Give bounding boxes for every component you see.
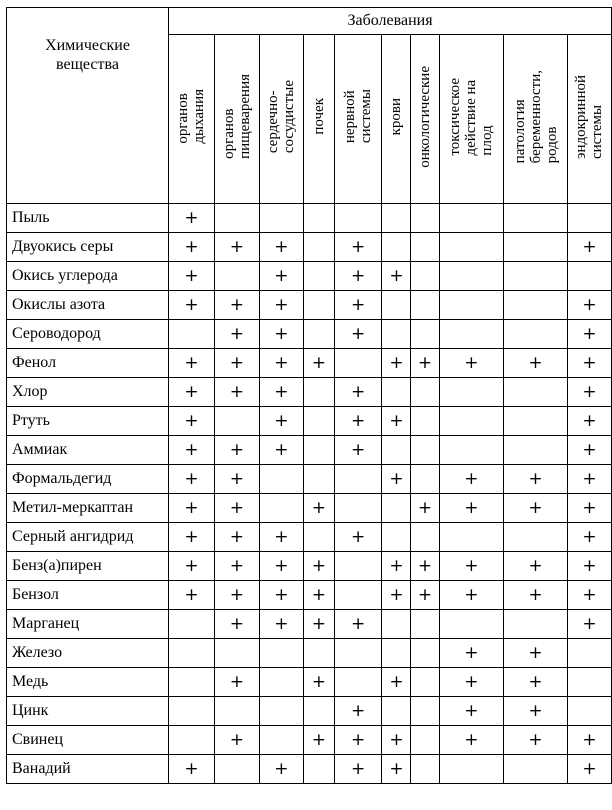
mark-cell: + (259, 436, 303, 465)
substance-name: Фенол (7, 349, 169, 378)
mark-cell: + (334, 320, 382, 349)
mark-cell: + (439, 697, 504, 726)
mark-cell: + (439, 726, 504, 755)
mark-cell (259, 639, 303, 668)
mark-cell: + (169, 552, 215, 581)
mark-cell (382, 610, 411, 639)
mark-cell: + (334, 291, 382, 320)
substance-name: Сероводород (7, 320, 169, 349)
mark-cell: + (169, 465, 215, 494)
mark-cell: + (169, 494, 215, 523)
mark-cell (334, 668, 382, 697)
mark-cell: + (259, 581, 303, 610)
mark-cell: + (259, 523, 303, 552)
mark-cell (411, 465, 439, 494)
mark-cell (214, 262, 259, 291)
mark-cell (303, 523, 334, 552)
mark-cell: + (303, 552, 334, 581)
mark-cell (169, 610, 215, 639)
table-row (7, 726, 612, 755)
mark-cell (303, 378, 334, 407)
mark-cell: + (259, 262, 303, 291)
substance-name: Серный ангидрид (7, 523, 169, 552)
table-row (7, 320, 612, 349)
mark-cell (439, 291, 504, 320)
mark-cell (439, 378, 504, 407)
column-header (439, 35, 504, 204)
mark-cell: + (567, 407, 611, 436)
column-header-label: органов пищеварения (220, 74, 253, 159)
corner-label-line1: Химические (45, 37, 130, 54)
mark-cell (334, 494, 382, 523)
mark-cell: + (567, 291, 611, 320)
mark-cell (334, 639, 382, 668)
table-body (7, 204, 612, 784)
table-row (7, 668, 612, 697)
mark-cell: + (567, 726, 611, 755)
mark-cell (504, 610, 568, 639)
mark-cell (382, 697, 411, 726)
mark-cell: + (303, 494, 334, 523)
substance-name: Бенз(а)пирен (7, 552, 169, 581)
mark-cell: + (169, 755, 215, 784)
mark-cell: + (382, 726, 411, 755)
mark-cell (439, 523, 504, 552)
mark-cell: + (214, 233, 259, 262)
mark-cell: + (169, 233, 215, 262)
mark-cell: + (439, 639, 504, 668)
mark-cell: + (567, 233, 611, 262)
mark-cell: + (214, 523, 259, 552)
mark-cell: + (382, 407, 411, 436)
substance-name: Хлор (7, 378, 169, 407)
mark-cell (382, 233, 411, 262)
mark-cell: + (334, 726, 382, 755)
group-header-row (7, 8, 612, 35)
column-header-label: нервной системы (342, 89, 375, 144)
mark-cell (411, 755, 439, 784)
mark-cell (169, 726, 215, 755)
mark-cell: + (214, 349, 259, 378)
mark-cell: + (214, 552, 259, 581)
mark-cell: + (169, 407, 215, 436)
substance-name: Пыль (7, 204, 169, 233)
mark-cell: + (382, 552, 411, 581)
mark-cell: + (259, 610, 303, 639)
mark-cell (303, 320, 334, 349)
mark-cell (334, 552, 382, 581)
mark-cell: + (214, 291, 259, 320)
mark-cell (411, 233, 439, 262)
mark-cell: + (567, 465, 611, 494)
mark-cell (334, 349, 382, 378)
table-row (7, 436, 612, 465)
diseases-table (6, 7, 612, 784)
mark-cell: + (169, 581, 215, 610)
column-header (382, 35, 411, 204)
mark-cell: + (411, 552, 439, 581)
mark-cell: + (214, 668, 259, 697)
mark-cell: + (504, 697, 568, 726)
substance-name: Окислы азота (7, 291, 169, 320)
mark-cell: + (334, 755, 382, 784)
substance-name: Ртуть (7, 407, 169, 436)
substance-name: Двуокись серы (7, 233, 169, 262)
substance-name: Свинец (7, 726, 169, 755)
mark-cell (259, 726, 303, 755)
mark-cell (214, 697, 259, 726)
mark-cell (214, 407, 259, 436)
mark-cell: + (504, 726, 568, 755)
column-header (504, 35, 568, 204)
mark-cell: + (439, 668, 504, 697)
mark-cell: + (504, 581, 568, 610)
mark-cell: + (334, 262, 382, 291)
mark-cell: + (439, 494, 504, 523)
mark-cell: + (567, 378, 611, 407)
mark-cell (303, 465, 334, 494)
mark-cell (169, 697, 215, 726)
column-header (214, 35, 259, 204)
mark-cell: + (382, 668, 411, 697)
mark-cell (411, 407, 439, 436)
mark-cell (411, 697, 439, 726)
substance-name: Медь (7, 668, 169, 697)
mark-cell (303, 697, 334, 726)
mark-cell: + (214, 436, 259, 465)
mark-cell (504, 320, 568, 349)
mark-cell (214, 755, 259, 784)
mark-cell (567, 639, 611, 668)
mark-cell (504, 233, 568, 262)
mark-cell: + (259, 407, 303, 436)
mark-cell: + (259, 378, 303, 407)
substance-name: Марганец (7, 610, 169, 639)
mark-cell: + (382, 465, 411, 494)
mark-cell: + (567, 349, 611, 378)
mark-cell: + (382, 262, 411, 291)
mark-cell (214, 639, 259, 668)
table-row (7, 523, 612, 552)
mark-cell: + (214, 726, 259, 755)
mark-cell: + (334, 697, 382, 726)
mark-cell: + (504, 465, 568, 494)
mark-cell (439, 320, 504, 349)
mark-cell (567, 204, 611, 233)
mark-cell (439, 436, 504, 465)
column-header (169, 35, 215, 204)
mark-cell: + (169, 523, 215, 552)
mark-cell (411, 523, 439, 552)
table-row (7, 465, 612, 494)
mark-cell (439, 407, 504, 436)
mark-cell (334, 204, 382, 233)
mark-cell: + (567, 610, 611, 639)
corner-label-line2: вещества (56, 56, 119, 73)
mark-cell: + (439, 581, 504, 610)
table-row (7, 407, 612, 436)
table-row (7, 494, 612, 523)
mark-cell (303, 204, 334, 233)
mark-cell: + (259, 320, 303, 349)
mark-cell: + (504, 349, 568, 378)
mark-cell (567, 668, 611, 697)
substance-name: Формальдегид (7, 465, 169, 494)
mark-cell (382, 204, 411, 233)
mark-cell: + (334, 610, 382, 639)
column-header-label: почек (310, 98, 327, 135)
mark-cell: + (214, 610, 259, 639)
mark-cell (411, 291, 439, 320)
mark-cell (303, 262, 334, 291)
mark-cell: + (439, 552, 504, 581)
mark-cell: + (504, 668, 568, 697)
mark-cell: + (334, 233, 382, 262)
mark-cell: + (214, 494, 259, 523)
mark-cell: + (214, 320, 259, 349)
mark-cell: + (169, 436, 215, 465)
mark-cell (567, 262, 611, 291)
table-row (7, 581, 612, 610)
table-row (7, 755, 612, 784)
mark-cell (411, 262, 439, 291)
mark-cell: + (567, 436, 611, 465)
substance-name: Железо (7, 639, 169, 668)
mark-cell: + (334, 436, 382, 465)
mark-cell (334, 581, 382, 610)
mark-cell (303, 407, 334, 436)
mark-cell (303, 233, 334, 262)
column-header-label: крови (388, 97, 405, 136)
mark-cell (439, 262, 504, 291)
mark-cell (439, 755, 504, 784)
column-header-label: эндокринной системы (573, 74, 606, 159)
mark-cell: + (567, 581, 611, 610)
table-row (7, 349, 612, 378)
mark-cell: + (334, 378, 382, 407)
mark-cell (504, 523, 568, 552)
mark-cell: + (439, 349, 504, 378)
mark-cell: + (259, 291, 303, 320)
substance-name: Ванадий (7, 755, 169, 784)
mark-cell (504, 407, 568, 436)
table-row (7, 378, 612, 407)
mark-cell (411, 610, 439, 639)
mark-cell (504, 378, 568, 407)
mark-cell: + (382, 349, 411, 378)
substance-name: Аммиак (7, 436, 169, 465)
mark-cell: + (259, 349, 303, 378)
mark-cell: + (303, 610, 334, 639)
column-header (259, 35, 303, 204)
mark-cell (411, 204, 439, 233)
mark-cell (504, 755, 568, 784)
mark-cell: + (214, 581, 259, 610)
mark-cell (411, 436, 439, 465)
mark-cell: + (504, 552, 568, 581)
substance-name: Цинк (7, 697, 169, 726)
mark-cell (259, 668, 303, 697)
table-row (7, 262, 612, 291)
corner-header (7, 8, 169, 204)
mark-cell (259, 494, 303, 523)
mark-cell: + (334, 523, 382, 552)
mark-cell: + (504, 639, 568, 668)
mark-cell: + (567, 755, 611, 784)
mark-cell: + (411, 349, 439, 378)
mark-cell (259, 697, 303, 726)
mark-cell (169, 320, 215, 349)
table-row (7, 204, 612, 233)
mark-cell (214, 204, 259, 233)
mark-cell (169, 639, 215, 668)
mark-cell (504, 204, 568, 233)
mark-cell: + (214, 378, 259, 407)
mark-cell: + (169, 349, 215, 378)
mark-cell: + (303, 349, 334, 378)
group-header: Заболевания (169, 8, 612, 35)
table-row (7, 233, 612, 262)
mark-cell: + (259, 233, 303, 262)
mark-cell: + (411, 581, 439, 610)
column-header (567, 35, 611, 204)
mark-cell: + (567, 494, 611, 523)
mark-cell: + (567, 320, 611, 349)
mark-cell: + (382, 755, 411, 784)
mark-cell (382, 291, 411, 320)
mark-cell (411, 378, 439, 407)
mark-cell: + (259, 552, 303, 581)
mark-cell (504, 262, 568, 291)
column-header-label: онкологические (416, 65, 433, 168)
mark-cell (504, 436, 568, 465)
table-row (7, 610, 612, 639)
column-header-label: токсическое действие на плод (447, 77, 496, 156)
mark-cell: + (303, 581, 334, 610)
mark-cell (567, 697, 611, 726)
column-header-label: сердечно- сосудистые (265, 79, 298, 154)
mark-cell: + (411, 494, 439, 523)
mark-cell (382, 320, 411, 349)
mark-cell (334, 465, 382, 494)
table-wrapper (6, 7, 612, 784)
mark-cell: + (303, 726, 334, 755)
mark-cell: + (439, 465, 504, 494)
column-header (334, 35, 382, 204)
mark-cell (439, 610, 504, 639)
mark-cell: + (259, 755, 303, 784)
mark-cell (303, 755, 334, 784)
mark-cell (303, 291, 334, 320)
mark-cell: + (214, 465, 259, 494)
table-row (7, 639, 612, 668)
mark-cell (382, 378, 411, 407)
substance-name: Метил-меркаптан (7, 494, 169, 523)
mark-cell (259, 465, 303, 494)
mark-cell: + (169, 262, 215, 291)
substance-name: Окись углерода (7, 262, 169, 291)
mark-cell (169, 668, 215, 697)
mark-cell (411, 726, 439, 755)
mark-cell: + (303, 668, 334, 697)
mark-cell (382, 436, 411, 465)
mark-cell (411, 639, 439, 668)
column-header-label: патология беременности, родов (511, 69, 560, 164)
mark-cell (411, 320, 439, 349)
mark-cell: + (169, 378, 215, 407)
mark-cell (439, 233, 504, 262)
mark-cell (382, 523, 411, 552)
column-header (303, 35, 334, 204)
column-header-label: органов дыхания (175, 89, 208, 144)
mark-cell: + (382, 581, 411, 610)
mark-cell: + (169, 291, 215, 320)
mark-cell (504, 291, 568, 320)
mark-cell: + (334, 407, 382, 436)
table-row (7, 291, 612, 320)
mark-cell (303, 639, 334, 668)
mark-cell (259, 204, 303, 233)
mark-cell: + (567, 552, 611, 581)
mark-cell (382, 639, 411, 668)
substance-name: Бензол (7, 581, 169, 610)
mark-cell: + (169, 204, 215, 233)
mark-cell (382, 494, 411, 523)
mark-cell (303, 436, 334, 465)
table-row (7, 552, 612, 581)
table-row (7, 697, 612, 726)
mark-cell (411, 668, 439, 697)
column-header (411, 35, 439, 204)
mark-cell: + (504, 494, 568, 523)
mark-cell: + (567, 523, 611, 552)
mark-cell (439, 204, 504, 233)
